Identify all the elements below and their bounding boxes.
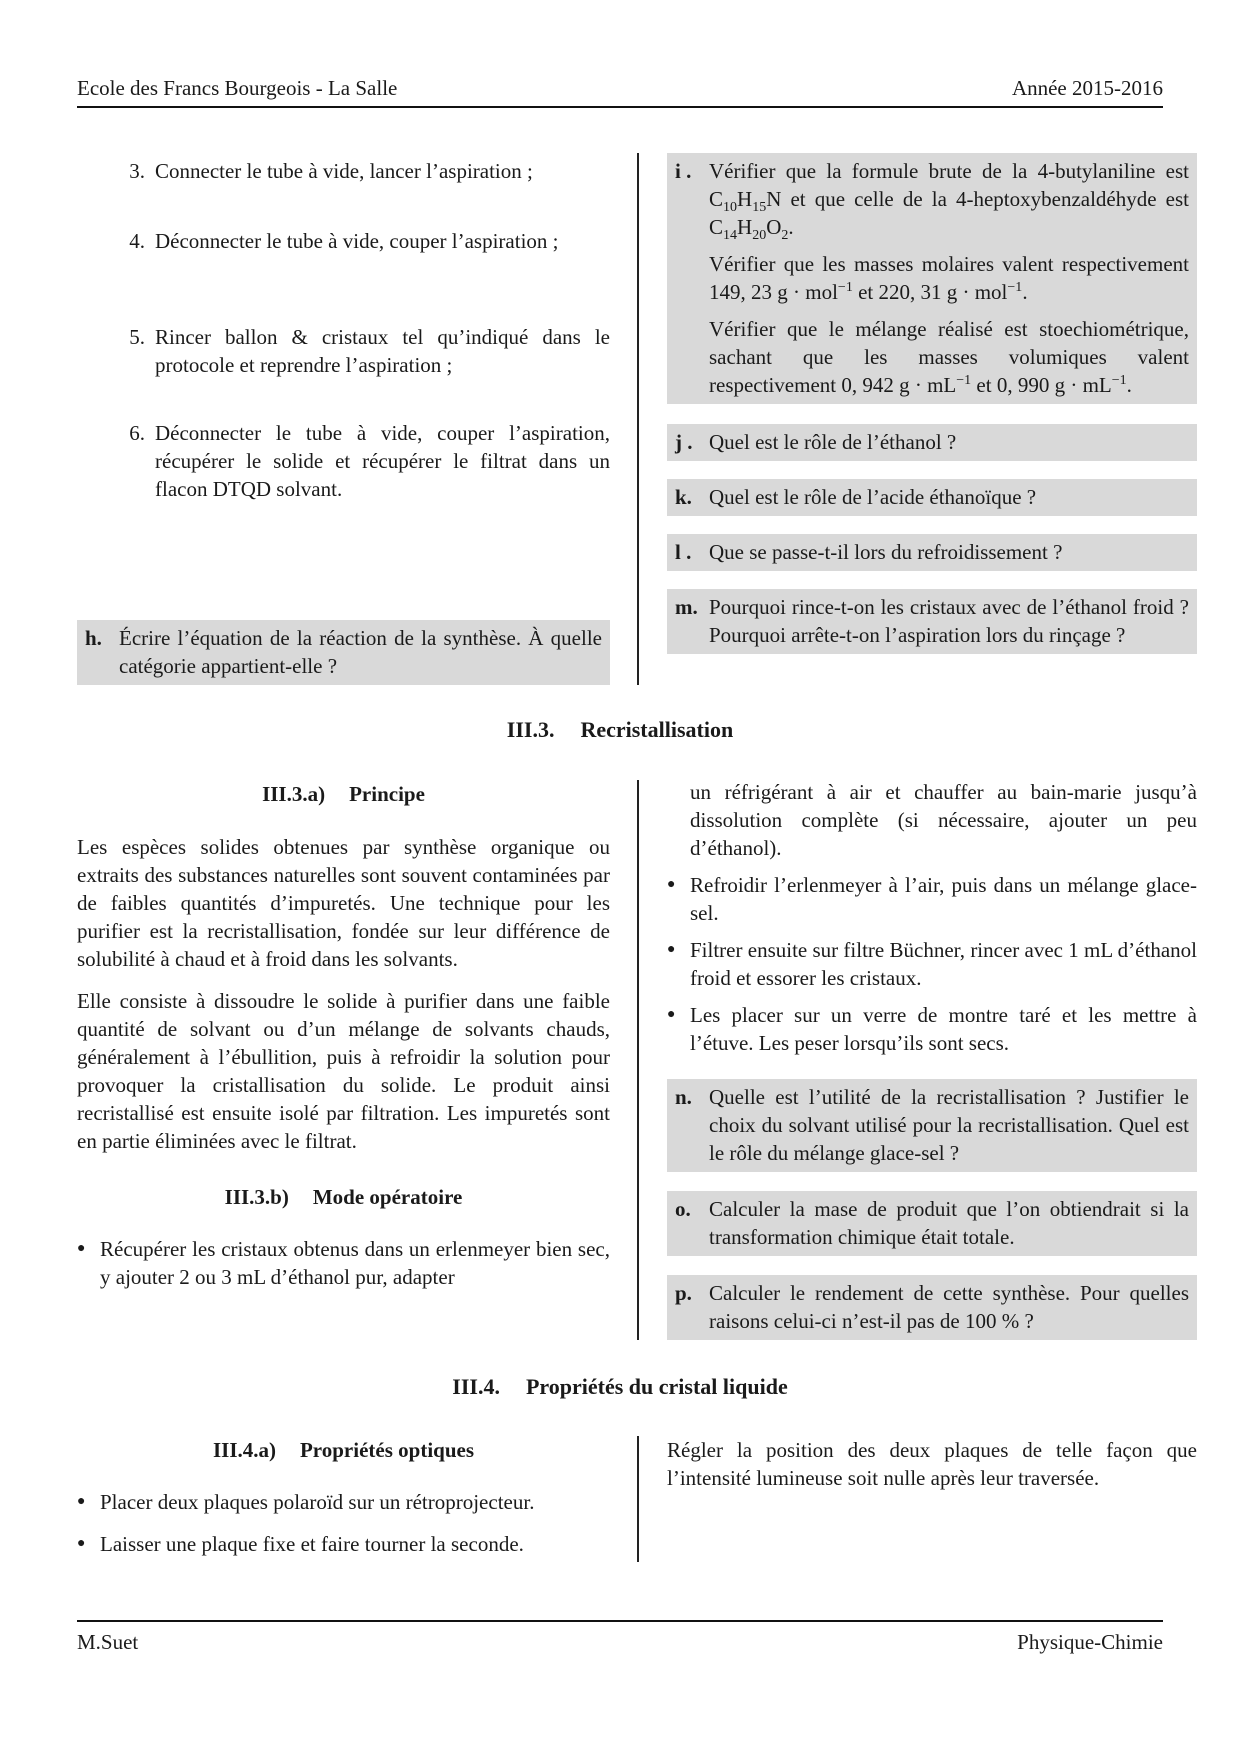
- question-i: [667, 153, 1197, 404]
- question-text: Calculer la mase de produit que l’on obtiendrait si la transformation chimique était totale.: [709, 1197, 1189, 1249]
- list-item: [667, 1001, 1197, 1057]
- question-j: [667, 424, 1197, 461]
- question-h-box: [77, 620, 610, 685]
- question-i-para-3: Vérifier que le mélange réalisé est stoechiométrique, sachant que les masses volumiques valent respectivement 0, 942 $g \cdot mL^{-1}$ et 0, 990 $g \cdot mL^{-1}$.: [709, 317, 1189, 397]
- question-text: Calculer le rendement de cette synthèse. Pour quelles raisons celui-ci n’est-il pas de 100 % ?: [709, 1281, 1189, 1333]
- recristallisation-right-column: [667, 778, 1197, 1340]
- list-item: [77, 227, 610, 323]
- bullet-icon: ●: [77, 1536, 86, 1551]
- step-number: 4.: [129, 229, 145, 253]
- question-text: Que se passe-t-il lors du refroidissement ?: [709, 540, 1063, 564]
- question-label: m.: [675, 595, 698, 619]
- mode-operatoire-list: [77, 1235, 610, 1291]
- principe-paragraph-2: Elle consiste à dissoudre le solide à purifier dans une faible quantité de solvant ou d’un mélange de solvants chauds, généralement à l’ébullition, puis à refroidir la solution pour provoquer la cristallisation du solide. Le produit ainsi recristallisé est ensuite isolé par filtration. Les impuretés sont en partie éliminées avec le filtrat.: [77, 989, 610, 1153]
- list-item: [667, 871, 1197, 927]
- subsection-title-principe: III.3.a) Principe: [262, 782, 425, 806]
- question-k: [667, 479, 1197, 516]
- column-rule-2: [637, 780, 639, 1340]
- bullet-text: Les placer sur un verre de montre taré et les mettre à l’étuve. Les peser lorsqu’ils sont secs.: [690, 1003, 1197, 1055]
- question-label: l .: [675, 540, 692, 564]
- question-label: o.: [675, 1197, 691, 1221]
- question-m: [667, 589, 1197, 654]
- proprietes-left-column: [77, 1436, 610, 1558]
- school-year: Année 2015-2016: [1011, 76, 1163, 100]
- question-text: Écrire l’équation de la réaction de la synthèse. À quelle catégorie appartient-elle ?: [119, 626, 602, 678]
- question-label: h.: [85, 626, 102, 650]
- subsection-title-proprietes-optiques: III.4.a) Propriétés optiques: [212, 1438, 475, 1462]
- author-name: M.Suet: [77, 1630, 139, 1654]
- questions-i-m-column: [667, 153, 1197, 654]
- recristallisation-left-column: [77, 780, 610, 1291]
- list-item: [77, 1530, 610, 1558]
- procedure-steps: [77, 157, 610, 503]
- list-item: [667, 778, 1197, 862]
- bullet-text: Récupérer les cristaux obtenus dans un erlenmeyer bien sec, y ajouter 2 ou 3 mL d’éthanol pur, adapter: [100, 1237, 610, 1289]
- bullet-icon: ●: [77, 1241, 86, 1256]
- bullet-icon: ●: [667, 1007, 676, 1022]
- list-item: [77, 157, 610, 227]
- subject-name: Physique-Chimie: [1017, 1630, 1163, 1654]
- bullet-icon: ●: [667, 942, 676, 957]
- proprietes-right-column: [667, 1436, 1197, 1492]
- question-label: n.: [675, 1085, 692, 1109]
- step-text: Rincer ballon & cristaux tel qu’indiqué dans le protocole et reprendre l’aspiration ;: [155, 325, 610, 377]
- step-number: 3.: [129, 159, 145, 183]
- section-title-proprietes: III.4. Propriétés du cristal liquide: [452, 1374, 788, 1399]
- question-h: [77, 620, 610, 685]
- question-text: Pourquoi rince-t-on les cristaux avec de l’éthanol froid ? Pourquoi arrête-t-on l’aspiration lors du rinçage ?: [709, 595, 1189, 647]
- question-i-para-2: Vérifier que les masses molaires valent respectivement 149, 23 g · mol$^{-1}$ et 220, 31 g · mol$^{-1}$.: [709, 252, 1189, 304]
- step-number: 5.: [129, 325, 145, 349]
- column-rule-3: [637, 1436, 639, 1562]
- column-rule-1: [637, 153, 639, 685]
- question-i-para-1: Vérifier que la formule brute de la 4-butylaniline est $C_{10}H_{15}N$ et que celle de la 4-heptoxybenzaldéhyde est $C_{14}H_{20}O_2$.: [709, 159, 1189, 244]
- principe-paragraph-1: Les espèces solides obtenues par synthèse organique ou extraits des substances naturelles sont souvent contaminées par de faibles quantités d’impuretés. Une technique pour les purifier est la recristallisation, fondée sur leur différence de solubilité à chaud et à froid dans les solvants.: [77, 835, 610, 971]
- bullet-text: Refroidir l’erlenmeyer à l’air, puis dans un mélange glace-sel.: [690, 873, 1197, 925]
- list-item: [77, 419, 610, 503]
- question-l: [667, 534, 1197, 571]
- proprietes-paragraph: Régler la position des deux plaques de telle façon que l’intensité lumineuse soit nulle après leur traversée.: [667, 1438, 1197, 1490]
- bullet-icon: ●: [77, 1494, 86, 1509]
- school-name: Ecole des Francs Bourgeois - La Salle: [77, 76, 398, 100]
- list-item: [77, 1235, 610, 1291]
- step-number: 6.: [129, 421, 145, 445]
- question-label: j .: [675, 430, 693, 454]
- list-item: [667, 936, 1197, 992]
- question-text: Quelle est l’utilité de la recristallisation ? Justifier le choix du solvant utilisé pour la recristallisation. Quel est le rôle du mélange glace-sel ?: [709, 1085, 1189, 1165]
- question-label: k.: [675, 485, 692, 509]
- step-text: Déconnecter le tube à vide, couper l’aspiration, récupérer le solide et récupérer le filtrat dans un flacon DTQD solvant.: [155, 421, 610, 501]
- question-text: Quel est le rôle de l’éthanol ?: [709, 430, 957, 454]
- question-label: p.: [675, 1281, 692, 1305]
- mode-operatoire-list-cont: [667, 778, 1197, 1057]
- question-n: [667, 1079, 1197, 1172]
- question-text: Quel est le rôle de l’acide éthanoïque ?: [709, 485, 1037, 509]
- bullet-icon: ●: [667, 877, 676, 892]
- steps-column: [77, 157, 610, 503]
- step-text: Connecter le tube à vide, lancer l’aspiration ;: [155, 159, 533, 183]
- question-o: [667, 1191, 1197, 1256]
- bullet-text: Placer deux plaques polaroïd sur un rétroprojecteur.: [100, 1490, 535, 1514]
- page-header: [77, 74, 1163, 108]
- bullet-text-continued: un réfrigérant à air et chauffer au bain-marie jusqu’à dissolution complète (si nécessaire, ajouter un peu d’éthanol).: [690, 780, 1197, 860]
- list-item: [77, 1488, 610, 1516]
- step-text: Déconnecter le tube à vide, couper l’aspiration ;: [155, 229, 559, 253]
- list-item: [77, 323, 610, 419]
- proprietes-optiques-list: [77, 1488, 610, 1558]
- section-title-recristallisation: III.3. Recristallisation: [506, 717, 734, 742]
- page-footer: [77, 1620, 1163, 1656]
- bullet-text: Laisser une plaque fixe et faire tourner la seconde.: [100, 1532, 524, 1556]
- subsection-title-mode-operatoire: III.3.b) Mode opératoire: [224, 1185, 463, 1209]
- question-label: i .: [675, 159, 692, 183]
- bullet-text: Filtrer ensuite sur filtre Büchner, rincer avec 1 mL d’éthanol froid et essorer les cristaux.: [690, 938, 1197, 990]
- question-p: [667, 1275, 1197, 1340]
